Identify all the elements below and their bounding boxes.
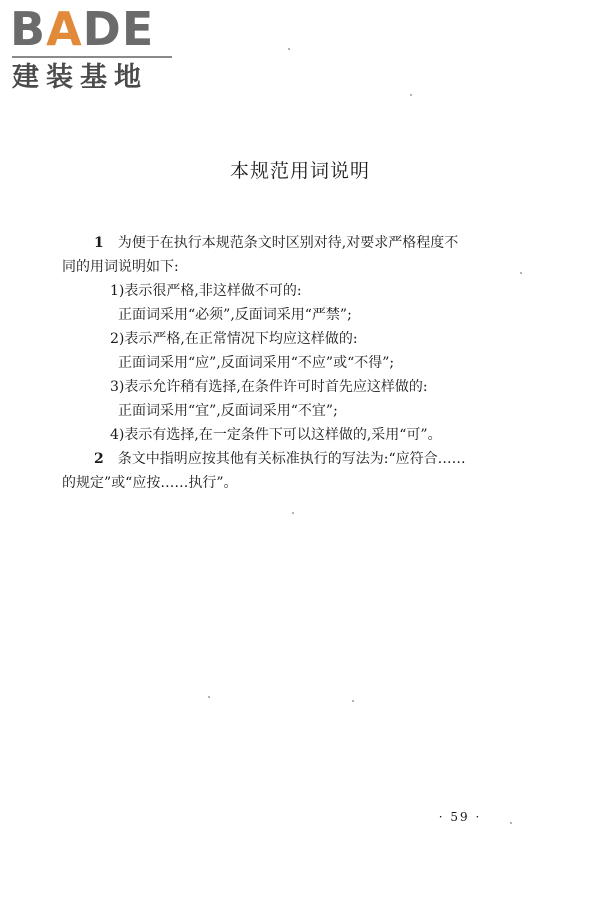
- scan-speck: [520, 272, 522, 274]
- scan-speck: [352, 700, 354, 702]
- scan-speck: [510, 822, 512, 824]
- document-body: [62, 231, 502, 495]
- scan-speck: [208, 696, 210, 698]
- sub-item-1-label: 1)表示很严格,非这样做不可的:: [110, 283, 302, 299]
- item-number: 1: [94, 235, 104, 251]
- sub-item-2-detail: 正面词采用“应”,反面词采用“不应”或“不得”;: [118, 355, 395, 371]
- item-2-line-2: 的规定”或“应按……执行”。: [62, 475, 238, 491]
- item-2-line-1: 2 条文中指明应按其他有关标准执行的写法为:“应符合……: [94, 451, 466, 467]
- logo-divider: [12, 56, 172, 58]
- sub-item-3-detail: 正面词采用“宜”,反面词采用“不宜”;: [118, 403, 338, 419]
- bade-logo: [10, 4, 180, 94]
- logo-wordmark: BADE: [10, 2, 155, 56]
- scan-speck: [410, 94, 412, 96]
- sub-item-1-detail: 正面词采用“必须”,反面词采用“严禁”;: [118, 307, 352, 323]
- scan-speck: [292, 512, 294, 514]
- sub-item-2-label: 2)表示严格,在正常情况下均应这样做的:: [110, 331, 358, 347]
- sub-item-4-label: 4)表示有选择,在一定条件下可以这样做的,采用“可”。: [110, 427, 442, 443]
- page-title: 本规范用词说明: [229, 160, 370, 182]
- scan-speck: [288, 48, 290, 50]
- item-number: 2: [94, 451, 104, 467]
- logo-subtitle: 建装基地: [12, 62, 148, 93]
- page-number: · 59 ·: [438, 810, 482, 824]
- item-1-line-2: 同的用词说明如下:: [62, 259, 179, 275]
- item-1-line-1: 1 为便于在执行本规范条文时区别对待,对要求严格程度不: [94, 235, 459, 251]
- sub-item-3-label: 3)表示允许稍有选择,在条件许可时首先应这样做的:: [110, 379, 428, 395]
